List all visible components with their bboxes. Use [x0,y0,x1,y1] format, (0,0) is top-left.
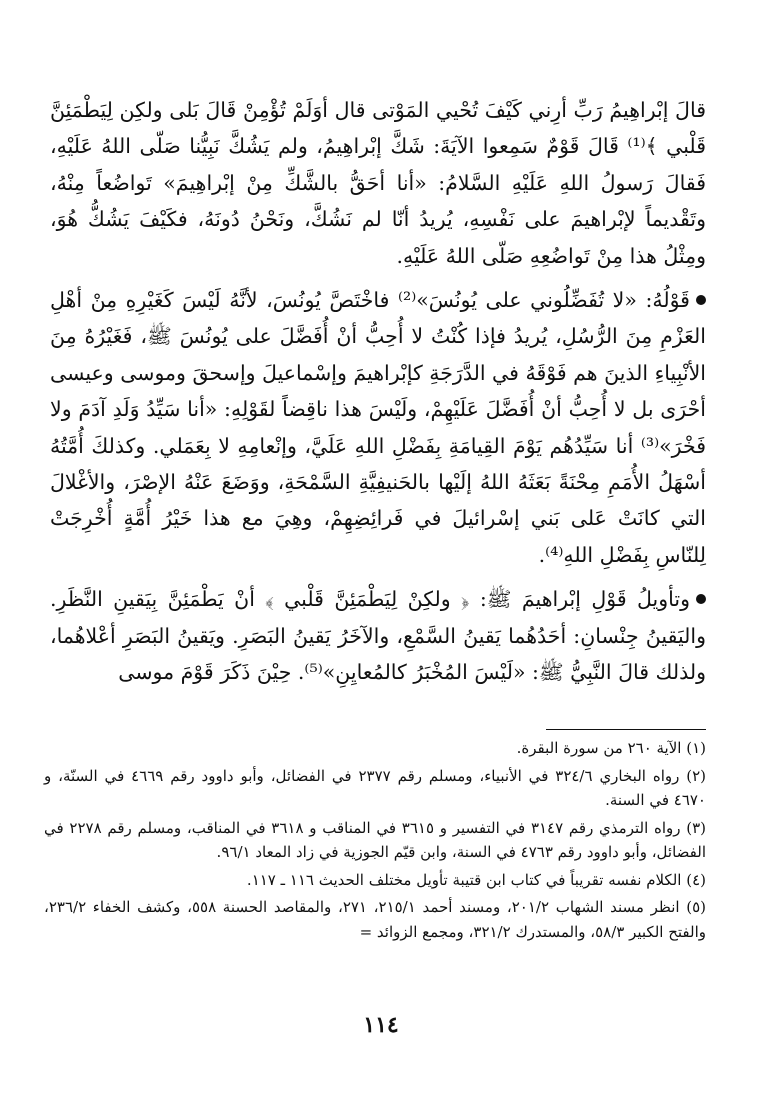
page-number: ١١٤ [363,1012,399,1038]
bullet-icon [696,295,706,305]
footnotes [44,736,706,944]
paragraph-1-text: قالَ إبْراهِيمُ رَبِّ أرِني كَيْفَ تُحْيي المَوْتى قال أوَلَمْ تُؤْمِنْ قَالَ بَلى ولكِن لِيَطْمَئِنَّ قَلْبي ﴾⁽¹⁾ قَالَ قَوْمٌ سَمِعوا الآيَةَ: شَكَّ إبْراهِيمُ، ولم يَشُكَّ نَبِيُّنا صَلّى اللهُ عَلَيْهِ، فَقالَ رَسولُ اللهِ عَلَيْهِ السَّلامُ: «أنا أحَقُّ بالشَّكِّ مِنْ إبْراهِيمَ» تَواضُعاً مِنْهُ، وتَقْديماً لإبْراهيمَ على نَفْسِهِ، يُريدُ أنّا لم نَشُكَّ، ونَحْنُ دُونَهُ، فكَيْفَ يَشُكُّ هُوَ، ومِثْلُ هذا مِنْ تَواضُعِهِ صَلّى اللهُ عَلَيْهِ. [50,98,707,268]
paragraph-2-text: قَوْلُهُ: «لا تُفَضِّلُوني على يُونُسَ»⁽²⁾ فاخْتَصَّ يُونُسَ، لأنَّهُ لَيْسَ كَغَيْرِهِ مِنْ أهْلِ العَزْمِ مِنَ الرُّسُلِ، يُريدُ فإذا كُنْتُ لا أُحِبُّ أنْ أُفَضَّلَ على يُونُسَ ﷺ، فَغَيْرُهُ مِنَ الأنْبِياءِ الذينَ هم فَوْقَهُ في الدَّرَجَةِ كإبْراهيمَ وإسْماعيلَ وإسحقَ وموسى وعيسى أحْرَى بل لا أُحِبُّ أنْ أُفَضَّلَ عَلَيْهِمْ، ولَيْسَ هذا ناقِضاً لقَوْلِهِ: «أنا سَيِّدُ وَلَدِ آدَمَ ولا فَخْرَ»⁽³⁾ أنا سَيِّدُهُم يَوْمَ القِيامَةِ بِفَضْلِ اللهِ عَلَيَّ، وإنْعامِهِ لا بِعَمَلي. وكذلكَ أُمَّتُهُ أسْهَلُ الأُمَمِ مِحْنَةً بَعَثَهُ اللهُ إلَيْها بالحَنيفِيَّةِ السَّمْحَةِ، ووَضَعَ عَنْهُ الإصْرَ، والأغْلالَ التي كانَتْ عَلى بَني إسْرائيلَ في فَرائِضِهِمْ، وهِيَ مع هذا خَيْرُ أُمَّةٍ أُخْرِجَتْ لِلنّاسِ بِفَضْلِ اللهِ⁽⁴⁾. [49,288,706,567]
footnote-divider [546,729,706,730]
footnote-2: (٢) رواه البخاري ٣٢٤/٦ في الأنبياء، ومسلم رقم ٢٣٧٧ في الفضائل، وأبو داوود رقم ٤٦٦٩ في السنّة، و ٤٦٧٠ في السنة. [44,766,707,809]
main-text [50,92,706,691]
paragraph-3-text: وتأويلُ قَوْلِ إبْراهيمَ ﷺ: ﴿ ولكِنْ لِيَطْمَئِنَّ قَلْبي ﴾ أنْ يَطْمَئِنَّ بِيَقينِ النَّظَرِ. واليَقينُ جِنْسانِ: أحَدُهُما يَقينُ السَّمْعِ، والآخَرُ يَقينُ البَصَرِ. ويَقينُ البَصَرِ أعْلاهُما، ولذلك قالَ النَّبِيُّ ﷺ: «لَيْسَ المُخْبَرُ كالمُعايِنِ»⁽⁵⁾. حِيْنَ ذَكَرَ قَوْمَ موسى [50,587,706,685]
footnote-5: (٥) انظر مسند الشهاب ٢٠١/٢، ومسند أحمد ٢١٥/١، ٢٧١، والمقاصد الحسنة ٥٥٨، وكشف الخفاء ٢٣٦/٢، والفتح الكبير ٥٨/٣، والمستدرك ٣٢١/٢، ومجمع الزوائد = [44,898,707,941]
footnote-1: (١) الآية ٢٦٠ من سورة البقرة. [516,739,706,757]
footnote-4: (٤) الكلام نفسه تقريباً في كتاب ابن قتيبة تأويل مختلف الحديث ١١٦ ـ ١١٧. [246,870,706,889]
paragraph-2 [50,282,706,573]
bullet-icon [696,594,706,604]
paragraph-1 [50,92,706,274]
footnote-3: (٣) رواه الترمذي رقم ٣١٤٧ في التفسير و ٣٦١٥ في المناقب و ٣٦١٨ في المناقب، ومسلم رقم ٢٢٧٨ في الفضائل، وأبو داوود رقم ٤٧٦٣ في السنة، وابن قيّم الجوزية في زاد المعاد ٩٦/١. [44,818,706,861]
paragraph-3 [50,581,706,690]
